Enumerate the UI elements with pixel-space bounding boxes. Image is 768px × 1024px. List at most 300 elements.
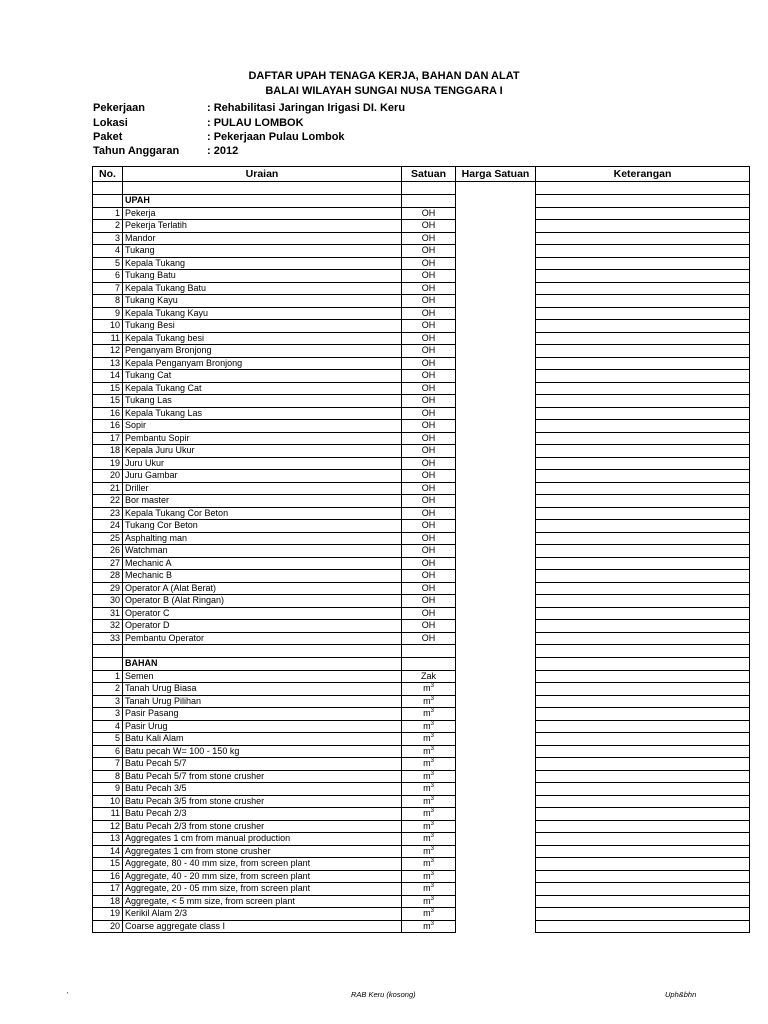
cell-keterangan bbox=[536, 370, 750, 383]
meta-lokasi bbox=[93, 117, 304, 129]
unit-exponent: 3 bbox=[430, 695, 434, 702]
cell-no: 5 bbox=[93, 733, 123, 746]
cell-harga bbox=[456, 720, 536, 733]
unit-base: m bbox=[423, 820, 431, 831]
table-row bbox=[93, 432, 750, 445]
cell-no bbox=[93, 195, 123, 208]
table-row bbox=[93, 507, 750, 520]
cell-keterangan bbox=[536, 307, 750, 320]
unit-base: m bbox=[423, 708, 431, 719]
cell-uraian: Batu Pecah 3/5 from stone crusher bbox=[123, 795, 402, 808]
table-row bbox=[93, 545, 750, 558]
cell-no: 20 bbox=[93, 920, 123, 933]
table-row bbox=[93, 557, 750, 570]
cell-harga bbox=[456, 532, 536, 545]
table-row bbox=[93, 382, 750, 395]
cell-keterangan bbox=[536, 382, 750, 395]
unit-base: m bbox=[423, 745, 431, 756]
cell-uraian: Batu Pecah 2/3 from stone crusher bbox=[123, 820, 402, 833]
cell-satuan bbox=[402, 920, 456, 933]
cell-no: 16 bbox=[93, 407, 123, 420]
cell-harga bbox=[456, 282, 536, 295]
cell-satuan: OH bbox=[402, 582, 456, 595]
cell-uraian: Juru Ukur bbox=[123, 457, 402, 470]
table-row bbox=[93, 370, 750, 383]
cell-harga bbox=[456, 432, 536, 445]
header-satuan: Satuan bbox=[402, 167, 456, 182]
cell-uraian: Pembantu Operator bbox=[123, 632, 402, 645]
header-keterangan: Keterangan bbox=[536, 167, 750, 182]
cell-satuan bbox=[402, 820, 456, 833]
cell-no: 12 bbox=[93, 345, 123, 358]
spacer-row bbox=[93, 645, 750, 658]
cell-uraian: Tukang Besi bbox=[123, 320, 402, 333]
table-row bbox=[93, 207, 750, 220]
cell-harga bbox=[456, 270, 536, 283]
cell-satuan: OH bbox=[402, 207, 456, 220]
unit-exponent: 3 bbox=[430, 745, 434, 752]
cell-keterangan bbox=[536, 632, 750, 645]
cell-harga bbox=[456, 795, 536, 808]
cell-keterangan bbox=[536, 795, 750, 808]
cell-no: 6 bbox=[93, 270, 123, 283]
unit-base: m bbox=[423, 870, 431, 881]
cell-uraian: Aggregate, 20 - 05 mm size, from screen plant bbox=[123, 883, 402, 896]
cell-keterangan bbox=[536, 920, 750, 933]
cell-harga bbox=[456, 457, 536, 470]
cell-harga bbox=[456, 207, 536, 220]
unit-base: m bbox=[423, 920, 431, 931]
cell-keterangan bbox=[536, 532, 750, 545]
cell-uraian: Tukang Cor Beton bbox=[123, 520, 402, 533]
meta-tahun-anggaran bbox=[93, 145, 238, 157]
footer-sheet-name: RAB Keru (kosong) bbox=[351, 990, 416, 999]
cell-satuan: OH bbox=[402, 407, 456, 420]
cell-harga bbox=[456, 382, 536, 395]
cell-keterangan bbox=[536, 545, 750, 558]
cell-no: 22 bbox=[93, 495, 123, 508]
table-row bbox=[93, 870, 750, 883]
cell-uraian: Kepala Tukang Kayu bbox=[123, 307, 402, 320]
cell-no: 21 bbox=[93, 482, 123, 495]
cell-no: 28 bbox=[93, 570, 123, 583]
cell-keterangan bbox=[536, 808, 750, 821]
table-row bbox=[93, 920, 750, 933]
cell-uraian: Batu Pecah 5/7 from stone crusher bbox=[123, 770, 402, 783]
unit-base: m bbox=[423, 758, 431, 769]
cell-uraian: Kepala Penganyam Bronjong bbox=[123, 357, 402, 370]
cell-harga bbox=[456, 357, 536, 370]
cell-harga bbox=[456, 770, 536, 783]
unit-base: m bbox=[423, 683, 431, 694]
cell-uraian: Mechanic A bbox=[123, 557, 402, 570]
cell-keterangan bbox=[536, 182, 750, 195]
cell-uraian bbox=[123, 182, 402, 195]
unit-base: m bbox=[423, 833, 431, 844]
table-row bbox=[93, 783, 750, 796]
table-row bbox=[93, 495, 750, 508]
cell-uraian: Kepala Tukang Cor Beton bbox=[123, 507, 402, 520]
cell-keterangan bbox=[536, 858, 750, 871]
cell-keterangan bbox=[536, 345, 750, 358]
cell-keterangan bbox=[536, 745, 750, 758]
cell-uraian: Aggregates 1 cm from manual production bbox=[123, 833, 402, 846]
cell-keterangan bbox=[536, 457, 750, 470]
unit-exponent: 3 bbox=[430, 858, 434, 865]
table-row bbox=[93, 795, 750, 808]
unit-exponent: 3 bbox=[430, 720, 434, 727]
table-row bbox=[93, 570, 750, 583]
cell-satuan bbox=[402, 708, 456, 721]
cell-keterangan bbox=[536, 207, 750, 220]
meta-value: : Pekerjaan Pulau Lombok bbox=[207, 131, 345, 143]
cell-harga bbox=[456, 345, 536, 358]
cell-keterangan bbox=[536, 733, 750, 746]
cell-no: 4 bbox=[93, 245, 123, 258]
cell-satuan: OH bbox=[402, 482, 456, 495]
cell-satuan: OH bbox=[402, 232, 456, 245]
cell-uraian: Operator B (Alat Ringan) bbox=[123, 595, 402, 608]
cell-harga bbox=[456, 570, 536, 583]
cell-harga bbox=[456, 182, 536, 195]
cell-no: 16 bbox=[93, 870, 123, 883]
section-row bbox=[93, 195, 750, 208]
cell-no: 17 bbox=[93, 883, 123, 896]
table-row bbox=[93, 670, 750, 683]
cell-satuan: OH bbox=[402, 332, 456, 345]
cell-satuan: OH bbox=[402, 220, 456, 233]
cell-no bbox=[93, 182, 123, 195]
cell-satuan bbox=[402, 658, 456, 671]
table-row bbox=[93, 632, 750, 645]
cell-keterangan bbox=[536, 770, 750, 783]
cell-uraian: Kerikil Alam 2/3 bbox=[123, 908, 402, 921]
cell-keterangan bbox=[536, 432, 750, 445]
cell-uraian: Batu Pecah 3/5 bbox=[123, 783, 402, 796]
cell-harga bbox=[456, 783, 536, 796]
cell-harga bbox=[456, 858, 536, 871]
cell-no: 6 bbox=[93, 745, 123, 758]
cell-harga bbox=[456, 595, 536, 608]
table-row bbox=[93, 345, 750, 358]
cell-harga bbox=[456, 820, 536, 833]
cell-satuan bbox=[402, 182, 456, 195]
cell-satuan bbox=[402, 883, 456, 896]
cell-no: 33 bbox=[93, 632, 123, 645]
cell-keterangan bbox=[536, 420, 750, 433]
cell-no bbox=[93, 658, 123, 671]
cell-satuan bbox=[402, 833, 456, 846]
unit-exponent: 3 bbox=[430, 920, 434, 927]
cell-uraian: Mechanic B bbox=[123, 570, 402, 583]
cell-uraian: Kepala Tukang Las bbox=[123, 407, 402, 420]
cell-uraian bbox=[123, 645, 402, 658]
table-row bbox=[93, 532, 750, 545]
cell-satuan bbox=[402, 908, 456, 921]
table-row bbox=[93, 745, 750, 758]
cell-uraian: Tanah Urug Pilihan bbox=[123, 695, 402, 708]
cell-no: 30 bbox=[93, 595, 123, 608]
cell-keterangan bbox=[536, 507, 750, 520]
cell-keterangan bbox=[536, 320, 750, 333]
cell-no: 16 bbox=[93, 420, 123, 433]
cell-keterangan bbox=[536, 833, 750, 846]
unit-exponent: 3 bbox=[430, 895, 434, 902]
cell-satuan: OH bbox=[402, 557, 456, 570]
table-row bbox=[93, 620, 750, 633]
cell-harga bbox=[456, 470, 536, 483]
cell-satuan: OH bbox=[402, 357, 456, 370]
cell-keterangan bbox=[536, 645, 750, 658]
cell-no: 3 bbox=[93, 708, 123, 721]
cell-satuan bbox=[402, 683, 456, 696]
cell-uraian: Pasir Urug bbox=[123, 720, 402, 733]
cell-no: 31 bbox=[93, 607, 123, 620]
cell-satuan: OH bbox=[402, 470, 456, 483]
cell-harga bbox=[456, 557, 536, 570]
section-title: BAHAN bbox=[123, 658, 402, 671]
unit-base: m bbox=[423, 770, 431, 781]
cell-satuan: OH bbox=[402, 495, 456, 508]
cell-satuan: OH bbox=[402, 595, 456, 608]
cell-no: 13 bbox=[93, 357, 123, 370]
cell-satuan: OH bbox=[402, 420, 456, 433]
table-row bbox=[93, 720, 750, 733]
unit-exponent: 3 bbox=[430, 708, 434, 715]
cell-harga bbox=[456, 320, 536, 333]
table-row bbox=[93, 883, 750, 896]
cell-no: 11 bbox=[93, 332, 123, 345]
cell-harga bbox=[456, 220, 536, 233]
cell-keterangan bbox=[536, 720, 750, 733]
cell-harga bbox=[456, 908, 536, 921]
table-row bbox=[93, 770, 750, 783]
cell-keterangan bbox=[536, 670, 750, 683]
unit-exponent: 3 bbox=[430, 733, 434, 740]
cell-uraian: Bor master bbox=[123, 495, 402, 508]
cell-harga bbox=[456, 245, 536, 258]
cell-no: 15 bbox=[93, 858, 123, 871]
unit-base: m bbox=[423, 808, 431, 819]
table-row bbox=[93, 858, 750, 871]
cell-no: 5 bbox=[93, 257, 123, 270]
meta-label: Tahun Anggaran bbox=[93, 145, 180, 157]
cell-uraian: Kepala Tukang Batu bbox=[123, 282, 402, 295]
cell-no: 7 bbox=[93, 758, 123, 771]
cell-no: 25 bbox=[93, 532, 123, 545]
header-no: No. bbox=[93, 167, 123, 182]
cell-no bbox=[93, 645, 123, 658]
cell-keterangan bbox=[536, 470, 750, 483]
cell-uraian: Operator C bbox=[123, 607, 402, 620]
cell-satuan: OH bbox=[402, 295, 456, 308]
cell-keterangan bbox=[536, 482, 750, 495]
cell-uraian: Kepala Tukang bbox=[123, 257, 402, 270]
cell-no: 15 bbox=[93, 382, 123, 395]
cell-uraian: Pekerja Terlatih bbox=[123, 220, 402, 233]
cell-uraian: Batu Kali Alam bbox=[123, 733, 402, 746]
cell-no: 13 bbox=[93, 833, 123, 846]
cell-satuan: OH bbox=[402, 370, 456, 383]
meta-value: : 2012 bbox=[207, 145, 239, 157]
cell-satuan: OH bbox=[402, 632, 456, 645]
cell-satuan: OH bbox=[402, 307, 456, 320]
cell-no: 15 bbox=[93, 395, 123, 408]
cell-uraian: Tukang bbox=[123, 245, 402, 258]
cell-harga bbox=[456, 407, 536, 420]
cell-keterangan bbox=[536, 708, 750, 721]
table-row bbox=[93, 820, 750, 833]
table-row bbox=[93, 257, 750, 270]
cell-harga bbox=[456, 395, 536, 408]
cell-keterangan bbox=[536, 607, 750, 620]
footer-mark: ’ bbox=[66, 990, 68, 999]
cell-no: 3 bbox=[93, 232, 123, 245]
cell-keterangan bbox=[536, 620, 750, 633]
cell-no: 26 bbox=[93, 545, 123, 558]
cell-harga bbox=[456, 845, 536, 858]
cell-keterangan bbox=[536, 220, 750, 233]
cell-keterangan bbox=[536, 570, 750, 583]
section-title: UPAH bbox=[123, 195, 402, 208]
table-row bbox=[93, 320, 750, 333]
cell-uraian: Penganyam Bronjong bbox=[123, 345, 402, 358]
cell-keterangan bbox=[536, 820, 750, 833]
cell-uraian: Batu pecah W= 100 - 150 kg bbox=[123, 745, 402, 758]
cell-satuan: OH bbox=[402, 507, 456, 520]
cell-uraian: Kepala Tukang besi bbox=[123, 332, 402, 345]
cell-harga bbox=[456, 232, 536, 245]
table-row bbox=[93, 220, 750, 233]
unit-base: m bbox=[423, 720, 431, 731]
cell-satuan: OH bbox=[402, 270, 456, 283]
cell-harga bbox=[456, 370, 536, 383]
unit-base: m bbox=[423, 883, 431, 894]
cell-uraian: Tukang Kayu bbox=[123, 295, 402, 308]
cell-keterangan bbox=[536, 595, 750, 608]
cell-uraian: Driller bbox=[123, 482, 402, 495]
cell-keterangan bbox=[536, 257, 750, 270]
cell-uraian: Juru Gambar bbox=[123, 470, 402, 483]
cell-uraian: Asphalting man bbox=[123, 532, 402, 545]
unit-exponent: 3 bbox=[430, 883, 434, 890]
unit-exponent: 3 bbox=[430, 833, 434, 840]
cell-satuan bbox=[402, 783, 456, 796]
cell-uraian: Aggregate, 80 - 40 mm size, from screen plant bbox=[123, 858, 402, 871]
cell-keterangan bbox=[536, 695, 750, 708]
unit-exponent: 3 bbox=[430, 845, 434, 852]
cell-satuan bbox=[402, 758, 456, 771]
table-row bbox=[93, 733, 750, 746]
unit-exponent: 3 bbox=[430, 683, 434, 690]
cell-no: 8 bbox=[93, 770, 123, 783]
cell-no: 1 bbox=[93, 207, 123, 220]
cell-satuan: OH bbox=[402, 282, 456, 295]
cell-no: 19 bbox=[93, 908, 123, 921]
cell-uraian: Pekerja bbox=[123, 207, 402, 220]
cell-satuan bbox=[402, 845, 456, 858]
cell-keterangan bbox=[536, 557, 750, 570]
cell-keterangan bbox=[536, 195, 750, 208]
cell-harga bbox=[456, 582, 536, 595]
cell-keterangan bbox=[536, 357, 750, 370]
table-row bbox=[93, 332, 750, 345]
cell-harga bbox=[456, 895, 536, 908]
cell-uraian: Sopir bbox=[123, 420, 402, 433]
cell-harga bbox=[456, 495, 536, 508]
header-harga-satuan: Harga Satuan bbox=[456, 167, 536, 182]
cell-satuan bbox=[402, 645, 456, 658]
cell-harga bbox=[456, 420, 536, 433]
cell-no: 8 bbox=[93, 295, 123, 308]
cell-harga bbox=[456, 632, 536, 645]
section-row bbox=[93, 658, 750, 671]
cell-uraian: Aggregate, 40 - 20 mm size, from screen plant bbox=[123, 870, 402, 883]
cell-harga bbox=[456, 870, 536, 883]
cell-uraian: Coarse aggregate class I bbox=[123, 920, 402, 933]
cell-no: 2 bbox=[93, 683, 123, 696]
meta-pekerjaan bbox=[93, 102, 405, 114]
table-row bbox=[93, 307, 750, 320]
cell-no: 19 bbox=[93, 457, 123, 470]
cell-satuan: OH bbox=[402, 432, 456, 445]
cell-harga bbox=[456, 708, 536, 721]
cell-harga bbox=[456, 195, 536, 208]
cell-satuan: OH bbox=[402, 620, 456, 633]
cell-harga bbox=[456, 808, 536, 821]
spacer-row bbox=[93, 182, 750, 195]
cell-uraian: Batu Pecah 2/3 bbox=[123, 808, 402, 821]
unit-base: m bbox=[423, 795, 431, 806]
cell-no: 10 bbox=[93, 795, 123, 808]
cell-satuan bbox=[402, 745, 456, 758]
cell-no: 14 bbox=[93, 370, 123, 383]
cell-uraian: Semen bbox=[123, 670, 402, 683]
cell-keterangan bbox=[536, 282, 750, 295]
cell-harga bbox=[456, 620, 536, 633]
table-row bbox=[93, 445, 750, 458]
cell-no: 17 bbox=[93, 432, 123, 445]
cell-uraian: Operator A (Alat Berat) bbox=[123, 582, 402, 595]
cell-satuan bbox=[402, 870, 456, 883]
cell-satuan bbox=[402, 895, 456, 908]
unit-base: m bbox=[423, 695, 431, 706]
meta-value: : PULAU LOMBOK bbox=[207, 117, 304, 129]
cell-no: 7 bbox=[93, 282, 123, 295]
cell-no: 27 bbox=[93, 557, 123, 570]
cell-satuan: OH bbox=[402, 520, 456, 533]
table-row bbox=[93, 808, 750, 821]
cell-keterangan bbox=[536, 658, 750, 671]
table-row bbox=[93, 245, 750, 258]
cell-no: 24 bbox=[93, 520, 123, 533]
cell-harga bbox=[456, 645, 536, 658]
unit-exponent: 3 bbox=[430, 758, 434, 765]
cell-satuan: OH bbox=[402, 607, 456, 620]
cell-uraian: Batu Pecah 5/7 bbox=[123, 758, 402, 771]
cell-no: 9 bbox=[93, 307, 123, 320]
cell-keterangan bbox=[536, 758, 750, 771]
cell-harga bbox=[456, 670, 536, 683]
cell-satuan: OH bbox=[402, 245, 456, 258]
cell-satuan: OH bbox=[402, 382, 456, 395]
cell-keterangan bbox=[536, 883, 750, 896]
cell-satuan: OH bbox=[402, 395, 456, 408]
cell-no: 23 bbox=[93, 507, 123, 520]
unit-base: m bbox=[423, 733, 431, 744]
meta-label: Paket bbox=[93, 131, 123, 143]
cell-keterangan bbox=[536, 895, 750, 908]
